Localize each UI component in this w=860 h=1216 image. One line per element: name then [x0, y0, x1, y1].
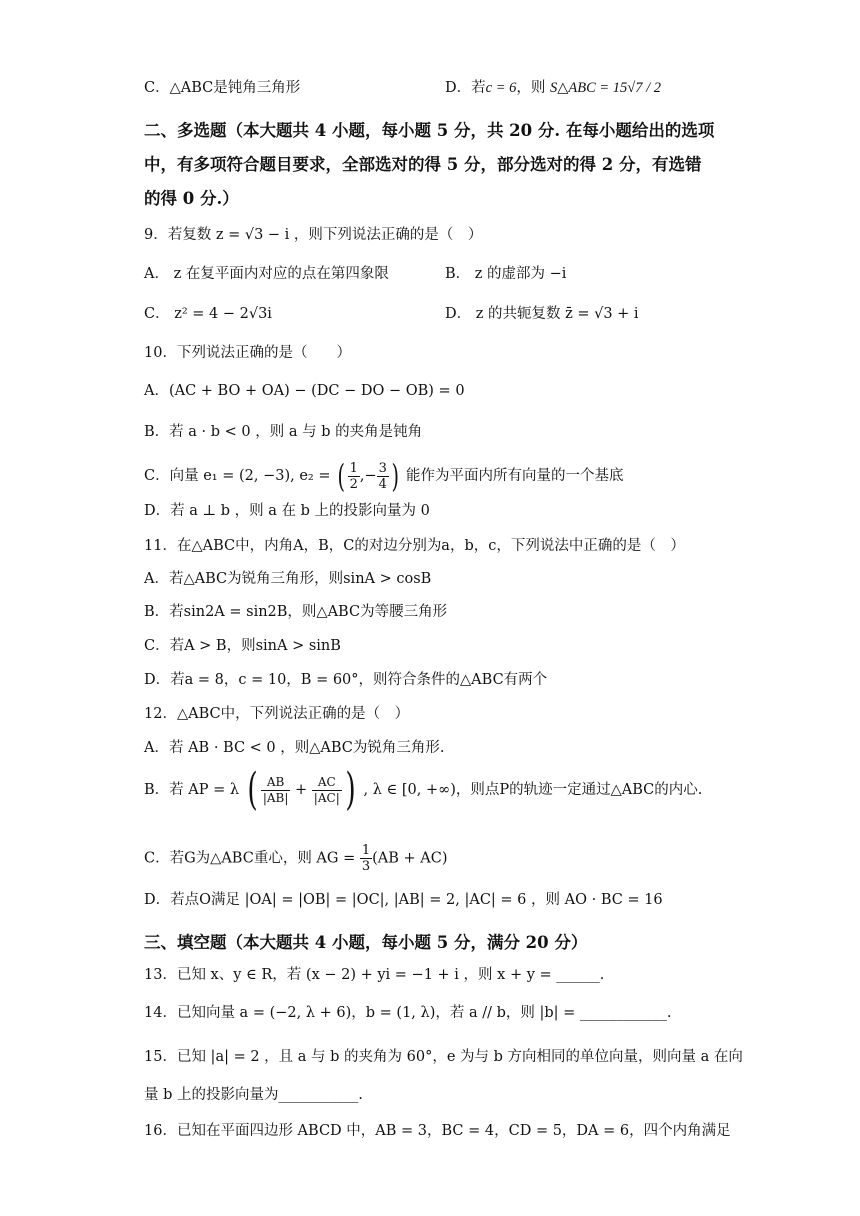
q11-option-c: C．若A > B，则sinA > sinB: [144, 638, 341, 654]
q8-option-d: [445, 78, 661, 98]
q11-option-a: A．若△ABC为锐角三角形，则sinA > cosB: [144, 571, 432, 587]
q8-option-d-formula: S△ABC = 15√7 / 2: [549, 80, 662, 96]
q11-stem: 11．在△ABC中，内角A，B，C的对边分别为a，b，c，下列说法中正确的是（ ）: [144, 538, 685, 554]
section3-title: 三、填空题（本大题共 4 小题，每小题 5 分，满分 20 分）: [144, 933, 588, 952]
q12-option-b-pre: B．若 AP = λ: [144, 782, 240, 798]
q10-option-c: C．向量 e₁ = (2, −3), e₂ = ( $\frac{1}{2}$ ,− $\frac{3}{4}$ ) 能作为平面内所有向量的一个基底: [144, 457, 624, 495]
q12-option-b: B．若 AP = λ ( $\frac{AB}{|AB|}$ + $\frac{AC}{|AC|}$ ) , λ ∈ [0, +∞)，则点P的轨迹一定通过△ABC的内心.: [144, 764, 703, 815]
q8-option-d-cond: c = 6: [485, 80, 517, 96]
q11-option-d: D．若a = 8，c = 10，B = 60°，则符合条件的△ABC有两个: [144, 672, 548, 688]
q8-option-d-prefix: D．若: [445, 80, 486, 96]
q15-line1: 15．已知 |a| = 2 ，且 a 与 b 的夹角为 60°，e 为与 b 方向相同的单位向量，则向量 a 在向: [144, 1049, 743, 1065]
q9-option-d: D． z 的共轭复数 z̄ = √3 + i: [445, 306, 639, 322]
q11-option-b: B．若sin2A = sin2B，则△ABC为等腰三角形: [144, 604, 448, 620]
q10-option-d: D．若 a ⊥ b ，则 a 在 b 上的投影向量为 0: [144, 503, 430, 519]
q8-option-d-mid: ，则: [516, 80, 546, 96]
q14-text: 14．已知向量 a = (−2, λ + 6)，b = (1, λ)，若 a // b，则 |b| = ____________.: [144, 1005, 672, 1021]
q10-option-c-post: 能作为平面内所有向量的一个基底: [405, 468, 624, 484]
q9-stem: 9．若复数 z = √3 − i ，则下列说法正确的是（ ）: [144, 227, 483, 243]
q10-option-b: B．若 a · b < 0 ，则 a 与 b 的夹角是钝角: [144, 424, 423, 440]
q12-option-c-post: (AB + AC): [372, 850, 448, 867]
q12-option-c-pre: C．若G为△ABC重心，则 AG =: [144, 850, 360, 867]
q12-option-d: D．若点O满足 |OA| = |OB| = |OC|, |AB| = 2, |AC| = 6 ，则 AO · BC = 16: [144, 892, 663, 908]
q16-text: 16．已知在平面四边形 ABCD 中，AB = 3，BC = 4，CD = 5，DA = 6，四个内角满足: [144, 1123, 731, 1139]
section2-line3: 的得 0 分.）: [144, 189, 239, 208]
section2-line1: 二、多选题（本大题共 4 小题，每小题 5 分，共 20 分. 在每小题给出的选项: [144, 121, 715, 140]
q10-stem: 10．下列说法正确的是（ ）: [144, 345, 351, 361]
q12-option-a: A．若 AB · BC < 0 ，则△ABC为锐角三角形.: [144, 740, 445, 756]
q10-option-c-pre: C．向量 e₁ = (2, −3), e₂ =: [144, 468, 336, 484]
section2-line2: 中，有多项符合题目要求，全部选对的得 5 分，部分选对的得 2 分，有选错: [144, 155, 702, 174]
q15-line2: 量 b 上的投影向量为___________.: [144, 1087, 363, 1103]
q13-text: 13．已知 x、y ∈ R，若 (x − 2) + yi = −1 + i ，则 x + y = ______.: [144, 967, 605, 983]
q12-option-c: C．若G为△ABC重心，则 AG = $\frac{1}{3}$ (AB + AC): [144, 843, 448, 874]
q12-option-b-post: , λ ∈ [0, +∞)，则点P的轨迹一定通过△ABC的内心.: [363, 782, 703, 798]
q9-option-a: A． z 在复平面内对应的点在第四象限: [144, 266, 389, 282]
q12-stem: 12．△ABC中，下列说法正确的是（ ）: [144, 706, 410, 722]
q10-option-a: A．(AC + BO + OA) − (DC − DO − OB) = 0: [144, 383, 465, 399]
q9-option-b: B． z 的虚部为 −i: [445, 266, 567, 282]
q9-option-c: C． z² = 4 − 2√3i: [144, 306, 272, 322]
q8-option-c: C．△ABC是钝角三角形: [144, 80, 301, 96]
